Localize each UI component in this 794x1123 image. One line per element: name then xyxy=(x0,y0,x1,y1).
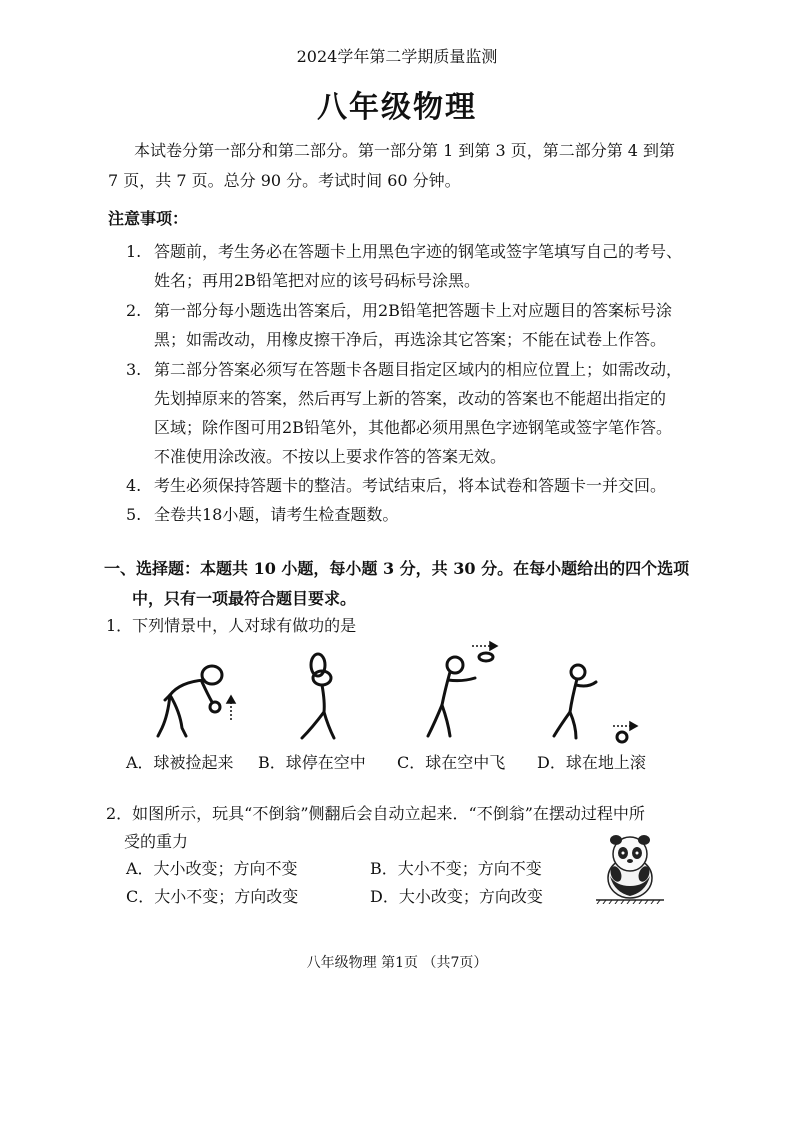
note-item xyxy=(126,296,706,354)
note-line: 答题前，考生务必在答题卡上用黑色字迹的钢笔或签字笔填写自己的考号、 xyxy=(154,242,683,261)
intro-line-1: 本试卷分第一部分和第二部分。第一部分第 1 到第 3 页，第二部分第 4 到第 xyxy=(134,141,676,160)
intro-paragraph xyxy=(108,136,698,196)
note-number: 1. xyxy=(126,242,142,261)
q1-option-c: C．球在空中飞 xyxy=(397,753,506,772)
figure-c-person xyxy=(428,653,493,736)
figure-a-person xyxy=(158,666,222,736)
note-line: 先划掉原来的答案，然后再写上新的答案，改动的答案也不能超出指定的 xyxy=(154,389,667,408)
question-1-stem: 1．下列情景中，人对球有做功的是 xyxy=(106,616,357,635)
note-line: 第二部分答案必须写在答题卡各题目指定区域内的相应位置上；如需改动， xyxy=(154,360,683,379)
q2-line-1: 2．如图所示，玩具“不倒翁”侧翻后会自动立起来．“不倒翁”在摆动过程中所 xyxy=(106,804,645,823)
q1-option-a: A．球被捡起来 xyxy=(126,753,234,772)
q2-line-2: 受的重力 xyxy=(124,832,189,851)
q2-option-b: B．大小不变；方向不变 xyxy=(370,859,542,878)
note-line: 姓名；再用2B铅笔把对应的该号码标号涂黑。 xyxy=(154,271,480,290)
figure-b-person xyxy=(302,654,334,738)
note-number: 4. xyxy=(126,476,142,495)
page-title: 八年级物理 xyxy=(317,90,477,125)
note-line: 区域；除作图可用2B铅笔外，其他都必须用黑色字迹钢笔或签字笔作答。 xyxy=(154,418,672,437)
note-line: 考生必须保持答题卡的整洁。考试结束后，将本试卷和答题卡一并交回。 xyxy=(154,476,667,495)
note-line: 第一部分每小题选出答案后，用2B铅笔把答题卡上对应题目的答案标号涂 xyxy=(154,301,672,320)
notes-heading: 注意事项： xyxy=(108,209,189,228)
note-item xyxy=(126,237,706,295)
note-line: 黑；如需改动，用橡皮擦干净后，再选涂其它答案；不能在试卷上作答。 xyxy=(154,330,667,349)
q1-option-b: B．球停在空中 xyxy=(258,753,366,772)
panda-tumbler-icon xyxy=(594,830,666,904)
note-number: 3. xyxy=(126,360,142,379)
exam-header: 2024学年第二学期质量监测 xyxy=(296,47,498,66)
figure-d-person xyxy=(554,665,627,742)
section-heading xyxy=(104,554,700,614)
section-line-1: 一、选择题：本题共 10 小题，每小题 3 分，共 30 分。在每小题给出的四个选项 xyxy=(104,559,690,578)
page-footer: 八年级物理 第1页 （共7页） xyxy=(306,955,488,971)
q2-option-c: C．大小不变；方向改变 xyxy=(126,887,299,906)
note-line: 全卷共18小题，请考生检查题数。 xyxy=(154,505,399,524)
note-line: 不准使用涂改液。不按以上要求作答的答案无效。 xyxy=(154,447,507,466)
q1-option-d: D．球在地上滚 xyxy=(537,753,646,772)
note-item xyxy=(126,471,706,500)
note-item xyxy=(126,500,706,529)
note-number: 5. xyxy=(126,505,142,524)
q2-option-d: D．大小改变；方向改变 xyxy=(370,887,543,906)
question-1-figures xyxy=(130,640,670,750)
note-item xyxy=(126,355,706,471)
intro-line-2: 7 页，共 7 页。总分 90 分。考试时间 60 分钟。 xyxy=(108,171,461,190)
note-number: 2. xyxy=(126,301,142,320)
q2-option-a: A．大小改变；方向不变 xyxy=(126,859,298,878)
section-line-2: 中，只有一项最符合题目要求。 xyxy=(132,589,357,608)
